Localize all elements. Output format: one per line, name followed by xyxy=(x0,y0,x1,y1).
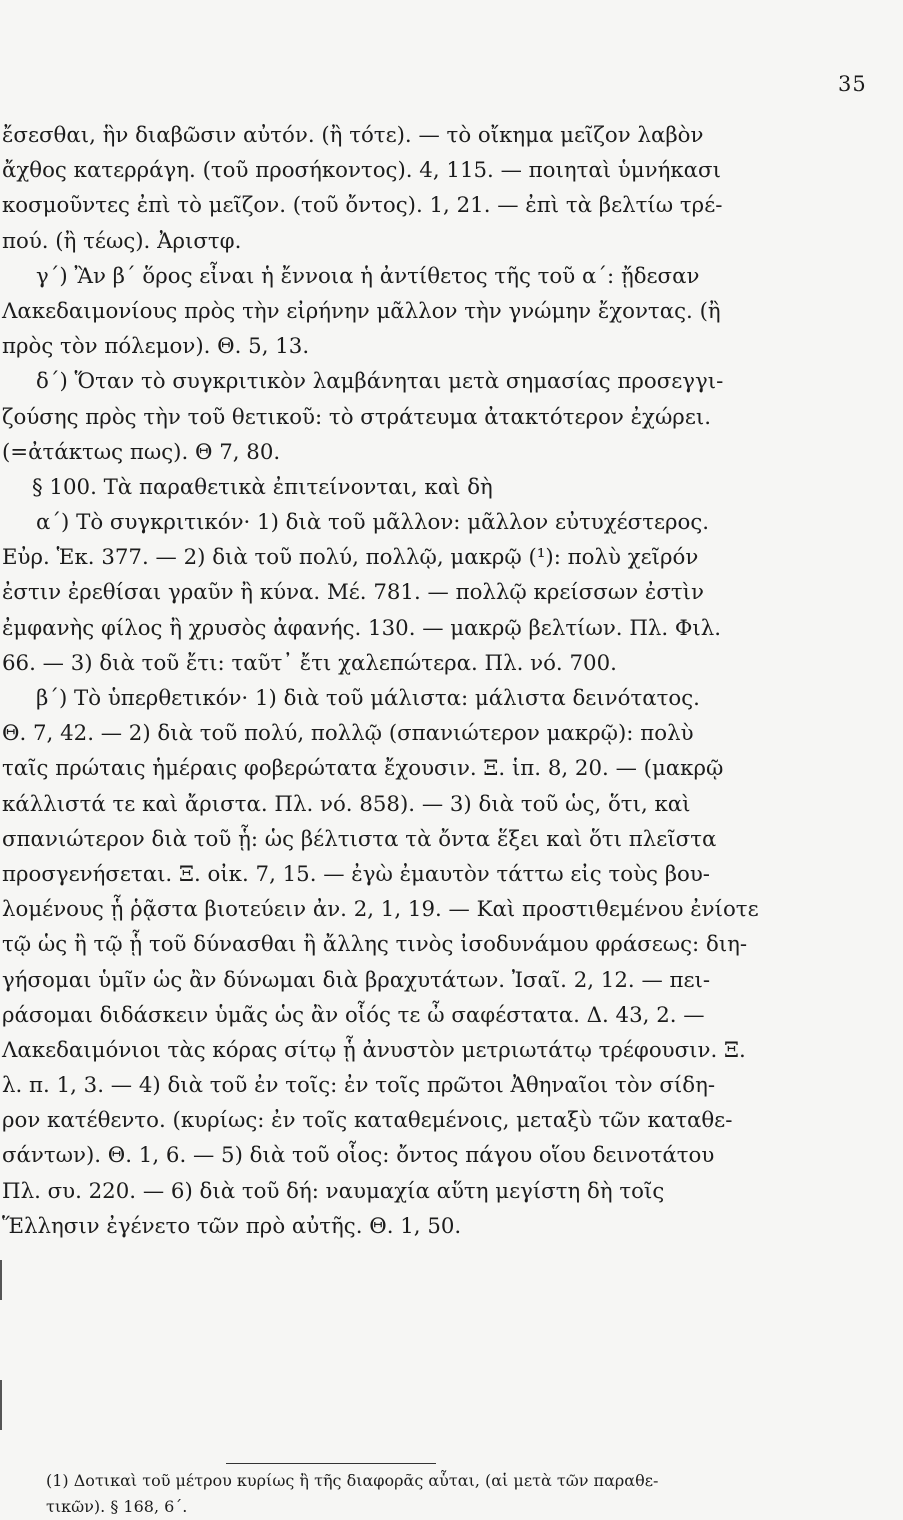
left-margin-mark xyxy=(0,1260,2,1300)
section-heading: § 100. Τὰ παραθετικὰ ἐπιτείνονται, καὶ δὴ xyxy=(32,474,493,500)
text-line: κοσμοῦντες ἐπὶ τὸ μεῖζον. (τοῦ ὄντος). 1, 21. — ἐπὶ τὰ βελτίω τρέ- xyxy=(2,193,723,219)
text-line: ἐστιν ἐρεθίσαι γραῦν ἢ κύνα. Μέ. 781. — πολλῷ κρείσσων ἐστὶν xyxy=(2,580,704,606)
footnote-divider xyxy=(226,1463,436,1464)
text-line: προσγενήσεται. Ξ. οἰκ. 7, 15. — ἐγὼ ἐμαυτὸν τάττω εἰς τοὺς βου- xyxy=(2,861,710,887)
text-line: λ. π. 1, 3. — 4) διὰ τοῦ ἐν τοῖς: ἐν τοῖς πρῶτοι Ἀθηναῖοι τὸν σίδη- xyxy=(2,1073,716,1099)
footnote-line: (1) Δοτικαὶ τοῦ μέτρου κυρίως ἢ τῆς διαφορᾶς αὗται, (αἱ μετὰ τῶν παραθε- xyxy=(46,1471,659,1490)
text-line: γ΄) Ἂν β΄ ὅρος εἶναι ἡ ἔννοια ἡ ἀντίθετος τῆς τοῦ α΄: ᾔδεσαν xyxy=(36,263,700,289)
text-line: β΄) Τὸ ὑπερθετικόν· 1) διὰ τοῦ μάλιστα: μάλιστα δεινότατος. xyxy=(36,686,700,711)
text-line: ρον κατέθεντο. (κυρίως: ἐν τοῖς καταθεμένοις, μεταξὺ τῶν καταθε- xyxy=(2,1108,733,1134)
text-line: α΄) Τὸ συγκριτικόν· 1) διὰ τοῦ μᾶλλον: μᾶλλον εὐτυχέστερος. xyxy=(36,510,710,536)
text-line: Εὐρ. Ἑκ. 377. — 2) διὰ τοῦ πολύ, πολλῷ, μακρῷ (¹): πολὺ χεῖρόν xyxy=(2,545,699,571)
text-line: λομένους ᾗ ῥᾷστα βιοτεύειν ἀν. 2, 1, 19. — Καὶ προστιθεμένου ἐνίοτε xyxy=(2,897,759,923)
text-line: ἐμφανὴς φίλος ἢ χρυσὸς ἀφανής. 130. — μακρῷ βελτίων. Πλ. Φιλ. xyxy=(2,615,722,641)
text-line: ράσομαι διδάσκειν ὑμᾶς ὡς ἂν οἷός τε ὦ σαφέστατα. Δ. 43, 2. — xyxy=(2,1002,705,1028)
text-line: ἔσεσθαι, ἣν διαβῶσιν αὐτόν. (ἢ τότε). — τὸ οἴκημα μεῖζον λαβὸν xyxy=(2,123,704,148)
text-line: Θ. 7, 42. — 2) διὰ τοῦ πολύ, πολλῷ (σπανιώτερον μακρῷ): πολὺ xyxy=(2,721,694,747)
text-line: Ἕλλησιν ἐγένετο τῶν πρὸ αὐτῆς. Θ. 1, 50. xyxy=(2,1213,462,1239)
text-line: Λακεδαιμόνιοι τὰς κόρας σίτῳ ᾗ ἀνυστὸν μετριωτάτῳ τρέφουσιν. Ξ. xyxy=(2,1037,746,1063)
text-line: πρὸς τὸν πόλεμον). Θ. 5, 13. xyxy=(2,334,310,360)
text-line: Πλ. συ. 220. — 6) διὰ τοῦ δή: ναυμαχία αὕτη μεγίστη δὴ τοῖς xyxy=(2,1178,665,1204)
text-line: δ΄) Ὅταν τὸ συγκριτικὸν λαμβάνηται μετὰ σημασίας προσεγγι- xyxy=(36,369,724,395)
left-margin-mark xyxy=(0,1380,2,1430)
text-line: κάλλιστά τε καὶ ἄριστα. Πλ. νό. 858). — 3) διὰ τοῦ ὡς, ὅτι, καὶ xyxy=(2,791,691,817)
text-line: ζούσης πρὸς τὴν τοῦ θετικοῦ: τὸ στράτευμα ἀτακτότερον ἐχώρει. xyxy=(2,404,711,430)
text-line: γήσομαι ὑμῖν ὡς ἂν δύνωμαι διὰ βραχυτάτων. Ἰσαῖ. 2, 12. — πει- xyxy=(2,967,711,993)
body-text xyxy=(2,118,782,1244)
text-line: 66. — 3) διὰ τοῦ ἔτι: ταῦτ᾽ ἔτι χαλεπώτερα. Πλ. νό. 700. xyxy=(2,650,617,676)
text-line: (=ἀτάκτως πως). Θ 7, 80. xyxy=(2,439,281,465)
text-line: τῷ ὡς ἢ τῷ ᾗ τοῦ δύνασθαι ἢ ἄλλης τινὸς ἰσοδυνάμου φράσεως: διη- xyxy=(2,932,748,958)
text-line: ταῖς πρώταις ἡμέραις φοβερώτατα ἔχουσιν. Ξ. ἱπ. 8, 20. — (μακρῷ xyxy=(2,756,724,782)
text-line: ἄχθος κατερράγη. (τοῦ προσήκοντος). 4, 115. — ποιηταὶ ὑμνήκασι xyxy=(2,158,721,184)
footnote-line: τικῶν). § 168, 6΄. xyxy=(46,1497,188,1516)
text-line: Λακεδαιμονίους πρὸς τὴν εἰρήνην μᾶλλον τὴν γνώμην ἔχοντας. (ἢ xyxy=(2,298,721,324)
text-line: σπανιώτερον διὰ τοῦ ᾗ: ὡς βέλτιστα τὰ ὄντα ἕξει καὶ ὅτι πλεῖστα xyxy=(2,826,717,852)
text-line: πού. (ἢ τέως). Ἀριστφ. xyxy=(2,228,242,254)
text-line: σάντων). Θ. 1, 6. — 5) διὰ τοῦ οἷος: ὄντος πάγου οἵου δεινοτάτου xyxy=(2,1143,715,1169)
page-number: 35 xyxy=(838,72,867,96)
footnote xyxy=(46,1468,786,1520)
